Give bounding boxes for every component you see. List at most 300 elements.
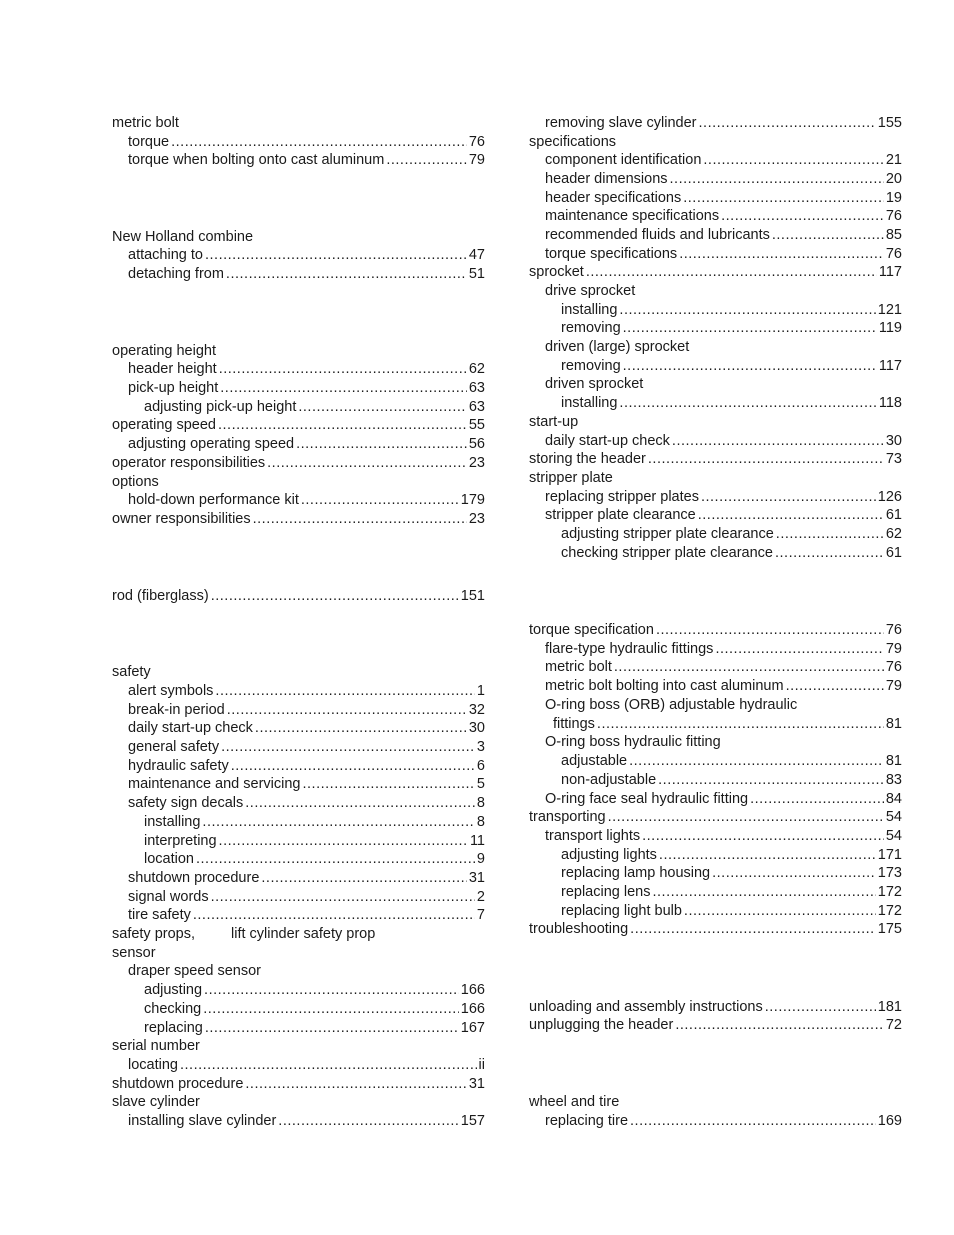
page-number: 155: [877, 115, 902, 131]
index-entry: [112, 981, 485, 1000]
index-term: removing: [561, 320, 621, 336]
index-term: draper speed sensor: [128, 963, 261, 979]
index-term: torque: [128, 134, 170, 150]
dot-leader: [301, 491, 459, 510]
page-number: 8: [476, 814, 485, 830]
dot-leader: [629, 752, 884, 771]
dot-leader: [180, 1056, 477, 1075]
page-number: 6: [476, 758, 485, 774]
index-term: stripper plate: [529, 470, 613, 486]
index-term: O-ring boss hydraulic fitting: [545, 734, 721, 750]
index-term: sprocket: [529, 264, 584, 280]
page-number: 73: [885, 451, 902, 467]
dot-leader: [193, 906, 475, 925]
index-entry: [112, 1093, 485, 1112]
index-entry: [529, 1093, 902, 1112]
page-number: 61: [885, 507, 902, 523]
page-number: 81: [885, 716, 902, 732]
index-entry: [112, 454, 485, 473]
index-entry: [112, 265, 485, 284]
index-entry: [529, 282, 902, 301]
page-number: 30: [885, 433, 902, 449]
index-entry: [529, 226, 902, 245]
dot-leader: [679, 245, 884, 264]
index-term: transport lights: [545, 828, 641, 844]
page-number: 61: [885, 545, 902, 561]
page-number: 32: [468, 702, 485, 718]
index-term: daily start-up check: [545, 433, 670, 449]
index-entry: [529, 133, 902, 152]
dot-leader: [245, 794, 475, 813]
index-entry: [112, 360, 485, 379]
index-entry: [112, 775, 485, 794]
index-term: header specifications: [545, 190, 682, 206]
dot-leader: [171, 133, 467, 152]
page-number: 76: [885, 208, 902, 224]
dot-leader: [699, 114, 876, 133]
page-number: 121: [877, 302, 902, 318]
dot-leader: [211, 888, 475, 907]
dot-leader: [712, 864, 876, 883]
index-entry: [529, 846, 902, 865]
index-term: adjusting stripper plate clearance: [561, 526, 774, 542]
index-term: shutdown procedure: [128, 870, 260, 886]
page-number: 1: [476, 683, 485, 699]
page-number: 117: [878, 264, 902, 280]
page-number: 157: [460, 1113, 485, 1129]
dot-leader: [765, 998, 876, 1017]
index-term: installing: [144, 814, 201, 830]
index-entry: [112, 794, 485, 813]
page-number: 126: [877, 489, 902, 505]
index-term: fittings: [553, 716, 595, 732]
dot-leader: [721, 207, 884, 226]
index-term: adjusting lights: [561, 847, 657, 863]
dot-leader: [630, 920, 876, 939]
index-entry: [529, 715, 902, 734]
page-number: 30: [468, 720, 485, 736]
index-entry: [529, 998, 902, 1017]
dot-leader: [648, 450, 884, 469]
index-entry: [529, 1016, 902, 1035]
dot-leader: [776, 525, 884, 544]
index-term: adjusting pick-up height: [144, 399, 297, 415]
index-entry: [529, 920, 902, 939]
dot-leader: [219, 360, 467, 379]
index-entry: [529, 432, 902, 451]
index-term: daily start-up check: [128, 720, 253, 736]
index-term: header height: [128, 361, 217, 377]
index-entry: [529, 394, 902, 413]
dot-leader: [642, 827, 884, 846]
page-number: 172: [877, 903, 902, 919]
dot-leader: [715, 640, 883, 659]
index-entry: [112, 246, 485, 265]
index-term: maintenance and servicing: [128, 776, 301, 792]
dot-leader: [203, 1000, 459, 1019]
index-term: operating speed: [112, 417, 216, 433]
index-entry: [529, 677, 902, 696]
dot-leader: [296, 435, 467, 454]
index-entry: [529, 375, 902, 394]
index-term: installing slave cylinder: [128, 1113, 277, 1129]
index-entry: [529, 488, 902, 507]
index-term: hydraulic safety: [128, 758, 229, 774]
dot-leader: [211, 587, 459, 606]
index-entry: [529, 357, 902, 376]
dot-leader: [218, 416, 467, 435]
page-number: 21: [885, 152, 902, 168]
index-term: installing: [561, 395, 618, 411]
index-term: maintenance specifications: [545, 208, 720, 224]
index-term: component identification: [545, 152, 702, 168]
page-number: 72: [885, 1017, 902, 1033]
dot-leader: [253, 510, 467, 529]
dot-leader: [215, 682, 475, 701]
index-entry: [112, 151, 485, 170]
index-entry: [112, 1112, 485, 1131]
index-term: unloading and assembly instructions: [529, 999, 763, 1015]
index-entry: [112, 1000, 485, 1019]
page-number: 81: [885, 753, 902, 769]
dot-leader: [202, 813, 475, 832]
page-number: 20: [885, 171, 902, 187]
index-term: specifications: [529, 134, 617, 150]
index-term: hold-down performance kit: [128, 492, 299, 508]
index-term: replacing stripper plates: [545, 489, 699, 505]
index-term: serial number: [112, 1038, 200, 1054]
dot-leader: [703, 151, 883, 170]
index-entry: [529, 170, 902, 189]
dot-leader: [658, 771, 884, 790]
index-term: metric bolt: [112, 115, 179, 131]
dot-leader: [683, 189, 884, 208]
dot-leader: [219, 832, 468, 851]
index-term: owner responsibilities: [112, 511, 251, 527]
index-entry: [529, 544, 902, 563]
index-term: torque specifications: [545, 246, 678, 262]
dot-leader: [701, 488, 876, 507]
index-term: location: [144, 851, 194, 867]
index-term: tire safety: [128, 907, 191, 923]
page-number: 2: [476, 889, 485, 905]
index-term: non-adjustable: [561, 772, 657, 788]
index-term: adjusting operating speed: [128, 436, 295, 452]
index-term: checking: [144, 1001, 202, 1017]
index-term: safety: [112, 664, 151, 680]
page-number: 79: [468, 152, 485, 168]
dot-leader: [597, 715, 884, 734]
index-cross-reference: lift cylinder safety prop: [231, 926, 376, 942]
index-entry: [529, 808, 902, 827]
page-number: 23: [468, 455, 485, 471]
page-number: 166: [460, 982, 485, 998]
page-number: 83: [885, 772, 902, 788]
index-term: unplugging the header: [529, 1017, 674, 1033]
index-entry: [529, 245, 902, 264]
index-term: New Holland combine: [112, 229, 254, 245]
page-number: 55: [468, 417, 485, 433]
dot-leader: [205, 246, 467, 265]
index-term: O-ring face seal hydraulic fitting: [545, 791, 749, 807]
index-entry: [112, 813, 485, 832]
page-number: 62: [885, 526, 902, 542]
dot-leader: [750, 790, 884, 809]
index-term: installing: [561, 302, 618, 318]
index-term: sensor: [112, 945, 156, 961]
page-number: 31: [468, 1076, 485, 1092]
page-number: 9: [476, 851, 485, 867]
index-term: operating height: [112, 343, 216, 359]
index-entry: [112, 491, 485, 510]
index-entry: [112, 1075, 485, 1094]
page-number: 8: [476, 795, 485, 811]
index-term: replacing lens: [561, 884, 651, 900]
page-number: 166: [460, 1001, 485, 1017]
dot-leader: [614, 658, 884, 677]
page-number: 3: [476, 739, 485, 755]
index-entry: [529, 207, 902, 226]
dot-leader: [226, 265, 467, 284]
index-term: safety props,: [112, 926, 196, 942]
index-entry: [529, 864, 902, 883]
dot-leader: [623, 357, 877, 376]
index-entry: [112, 701, 485, 720]
index-entry: [529, 263, 902, 282]
index-entry: [529, 902, 902, 921]
index-entry: [112, 114, 485, 133]
index-term: adjustable: [561, 753, 628, 769]
page-number: 151: [460, 588, 485, 604]
dot-leader: [303, 775, 475, 794]
index-entry: [112, 944, 485, 963]
index-entry: [112, 435, 485, 454]
index-entry: [529, 658, 902, 677]
dot-leader: [684, 902, 876, 921]
page-number: 84: [885, 791, 902, 807]
index-term: safety sign decals: [128, 795, 244, 811]
page-number: 76: [885, 246, 902, 262]
index-entry: [529, 469, 902, 488]
index-entry: [529, 319, 902, 338]
index-entry: [112, 398, 485, 417]
index-entry: [112, 738, 485, 757]
index-entry: [112, 379, 485, 398]
index-term: flare-type hydraulic fittings: [545, 641, 714, 657]
index-term: metric bolt: [545, 659, 612, 675]
index-term: start-up: [529, 414, 579, 430]
index-term: header dimensions: [545, 171, 668, 187]
page-number: 62: [468, 361, 485, 377]
dot-leader: [220, 379, 467, 398]
index-term: detaching from: [128, 266, 224, 282]
index-entry: [112, 510, 485, 529]
index-term: signal words: [128, 889, 209, 905]
index-entry: [112, 869, 485, 888]
index-term: transporting: [529, 809, 606, 825]
page-number: 63: [468, 380, 485, 396]
index-term: attaching to: [128, 247, 203, 263]
index-term: O-ring boss (ORB) adjustable hydraulic: [545, 697, 798, 713]
dot-leader: [772, 226, 884, 245]
index-entry: [529, 771, 902, 790]
dot-leader: [278, 1112, 459, 1131]
index-term: wheel and tire: [529, 1094, 620, 1110]
index-term: replacing lamp housing: [561, 865, 711, 881]
dot-leader: [205, 1019, 459, 1038]
index-entry: [112, 342, 485, 361]
index-entry: [112, 906, 485, 925]
page-number: 5: [476, 776, 485, 792]
index-term: rod (fiberglass): [112, 588, 209, 604]
index-term: torque specification: [529, 622, 654, 638]
index-entry: [112, 962, 485, 981]
dot-leader: [619, 301, 875, 320]
page-number: 76: [468, 134, 485, 150]
index-entry: [112, 228, 485, 247]
page-number: 117: [878, 358, 902, 374]
index-term: general safety: [128, 739, 220, 755]
page-number: 76: [885, 659, 902, 675]
index-entry: [529, 1112, 902, 1131]
dot-leader: [786, 677, 884, 696]
page-number: 179: [460, 492, 485, 508]
index-term: locating: [128, 1057, 178, 1073]
dot-leader: [630, 1112, 876, 1131]
index-entry: [529, 790, 902, 809]
index-entry: [112, 682, 485, 701]
page-number: 31: [468, 870, 485, 886]
dot-leader: [672, 432, 884, 451]
index-term: removing slave cylinder: [545, 115, 697, 131]
page-number: 11: [469, 833, 485, 849]
page-number: 173: [877, 865, 902, 881]
index-term: recommended fluids and lubricants: [545, 227, 770, 243]
dot-leader: [675, 1016, 884, 1035]
index-term: adjusting: [144, 982, 203, 998]
page-number: 167: [460, 1020, 485, 1036]
dot-leader: [586, 263, 877, 282]
index-entry: [529, 114, 902, 133]
dot-leader: [656, 621, 884, 640]
page-number: 63: [468, 399, 485, 415]
page-number: 79: [885, 678, 902, 694]
index-entry: [529, 883, 902, 902]
dot-leader: [386, 151, 467, 170]
page-number: ii: [478, 1057, 485, 1073]
page-number: 76: [885, 622, 902, 638]
dot-leader: [204, 981, 459, 1000]
index-term: break-in period: [128, 702, 225, 718]
index-entry: [529, 151, 902, 170]
dot-leader: [227, 701, 467, 720]
page-number: 23: [468, 511, 485, 527]
index-entry: [529, 827, 902, 846]
index-term: metric bolt bolting into cast aluminum: [545, 678, 784, 694]
index-term: operator responsibilities: [112, 455, 266, 471]
dot-leader: [196, 850, 475, 869]
index-entry: [529, 338, 902, 357]
index-entry: [529, 733, 902, 752]
index-term: alert symbols: [128, 683, 214, 699]
dot-leader: [670, 170, 884, 189]
index-term: torque when bolting onto cast aluminum: [128, 152, 385, 168]
index-entry: [112, 850, 485, 869]
index-term: removing: [561, 358, 621, 374]
index-entry: [529, 621, 902, 640]
dot-leader: [698, 506, 884, 525]
page-number: 175: [877, 921, 902, 937]
index-entry: [112, 925, 485, 944]
dot-leader: [775, 544, 884, 563]
page-number: 181: [877, 999, 902, 1015]
page-number: 119: [878, 320, 902, 336]
index-entry: [529, 450, 902, 469]
index-entry: [112, 1056, 485, 1075]
dot-leader: [245, 1075, 466, 1094]
dot-leader: [261, 869, 466, 888]
page-number: 169: [877, 1113, 902, 1129]
page-number: 54: [885, 828, 902, 844]
index-entry: [112, 757, 485, 776]
index-entry: [529, 640, 902, 659]
index-entry: [112, 1037, 485, 1056]
index-entry: [529, 506, 902, 525]
index-entry: [112, 663, 485, 682]
index-entry: [529, 752, 902, 771]
index-term: checking stripper plate clearance: [561, 545, 773, 561]
index-entry: [112, 587, 485, 606]
dot-leader: [623, 319, 877, 338]
page-number: 19: [885, 190, 902, 206]
index-entry: [112, 832, 485, 851]
page-number: 172: [877, 884, 902, 900]
dot-leader: [231, 757, 475, 776]
dot-leader: [659, 846, 876, 865]
index-term: interpreting: [144, 833, 217, 849]
index-entry: [529, 301, 902, 320]
dot-leader: [267, 454, 467, 473]
index-term: replacing light bulb: [561, 903, 682, 919]
index-term: driven (large) sprocket: [545, 339, 690, 355]
index-entry: [529, 696, 902, 715]
index-term: options: [112, 474, 159, 490]
index-term: stripper plate clearance: [545, 507, 696, 523]
page-number: 7: [476, 907, 485, 923]
index-term: pick-up height: [128, 380, 219, 396]
index-term: replacing: [144, 1020, 203, 1036]
page-number: 51: [468, 266, 485, 282]
page-number: 171: [877, 847, 902, 863]
index-entry: [112, 719, 485, 738]
index-term: drive sprocket: [545, 283, 636, 299]
index-entry: [112, 473, 485, 492]
dot-leader: [608, 808, 884, 827]
page-number: 118: [878, 395, 902, 411]
index-entry: [112, 416, 485, 435]
index-term: slave cylinder: [112, 1094, 200, 1110]
index-entry: [112, 1019, 485, 1038]
dot-leader: [255, 719, 467, 738]
index-entry: [529, 189, 902, 208]
page-number: 79: [885, 641, 902, 657]
index-term: shutdown procedure: [112, 1076, 244, 1092]
dot-leader: [652, 883, 875, 902]
index-term: storing the header: [529, 451, 646, 467]
index-term: troubleshooting: [529, 921, 629, 937]
page-number: 85: [885, 227, 902, 243]
dot-leader: [619, 394, 876, 413]
